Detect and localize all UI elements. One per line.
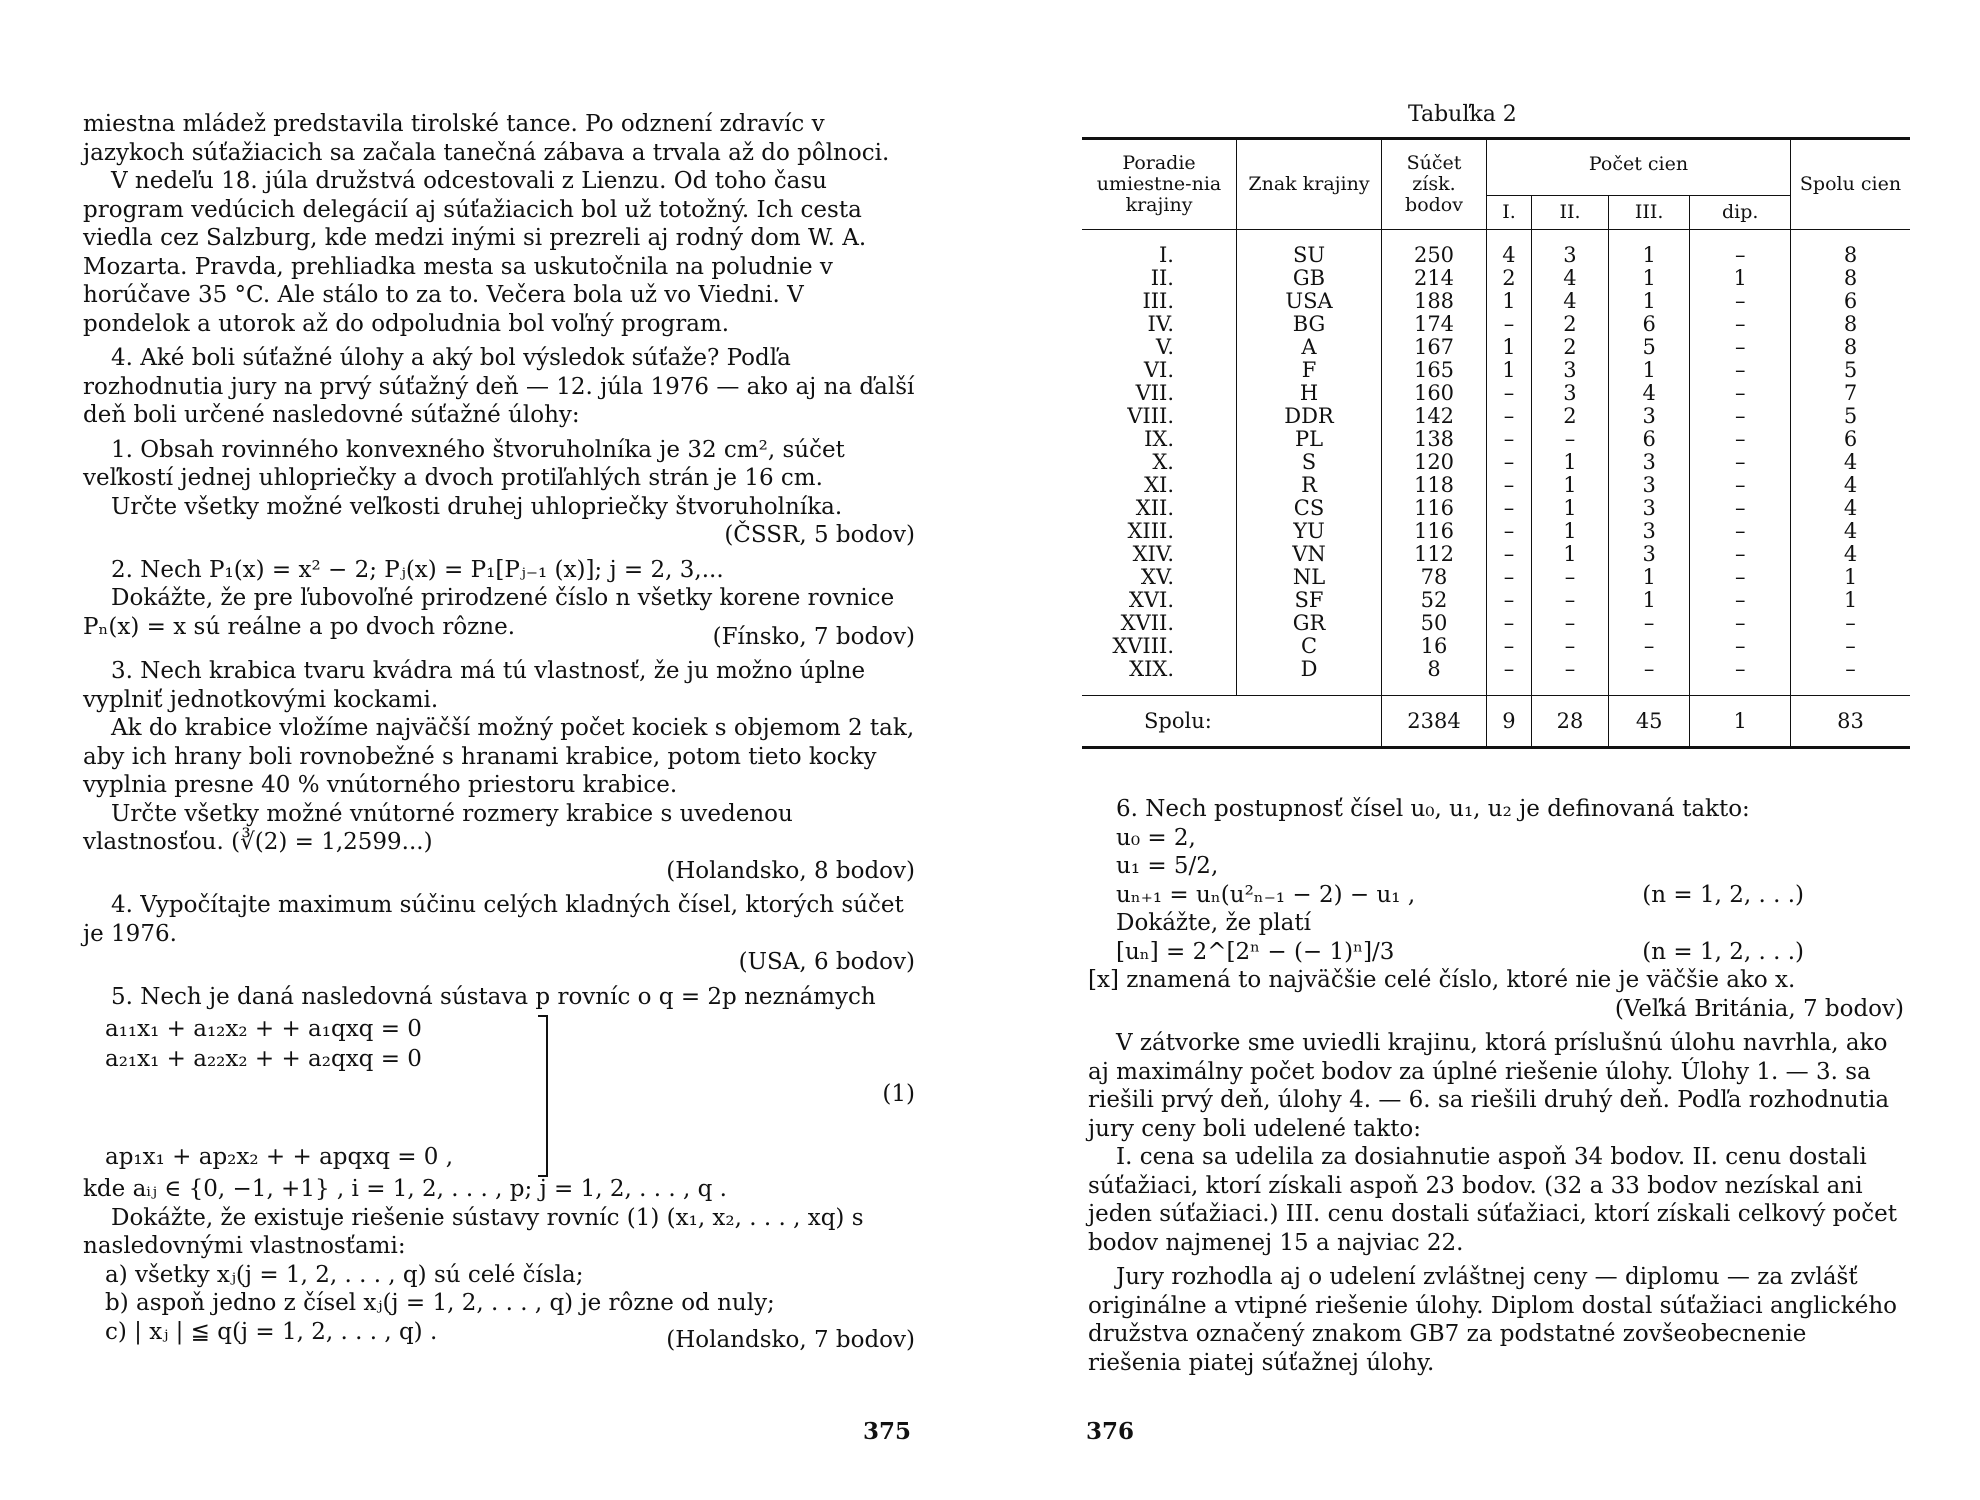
cell-total: 1: [1791, 589, 1911, 612]
cell-points: 174: [1382, 313, 1487, 336]
summary-total: 83: [1791, 696, 1911, 747]
cell-code: SU: [1237, 244, 1382, 267]
cell-prize-1: –: [1487, 451, 1532, 474]
cell-points: 50: [1382, 612, 1487, 635]
problem-5-statement: 5. Nech je daná nasledovná sústava p rovníc o q = 2p neznámych: [111, 983, 876, 1010]
problem-3-source: (Holandsko, 8 bodov): [666, 857, 915, 884]
cell-prize-2: –: [1531, 428, 1608, 451]
cell-total: 8: [1791, 313, 1911, 336]
header-code: Znak krajiny: [1237, 140, 1382, 230]
cell-total: –: [1791, 612, 1911, 635]
cell-prize-2: 1: [1531, 520, 1608, 543]
cell-total: 5: [1791, 359, 1911, 382]
cell-code: YU: [1237, 520, 1382, 543]
cell-diploma: –: [1690, 382, 1791, 405]
cell-prize-1: –: [1487, 589, 1532, 612]
problem-5-task: Dokážte, že existuje riešenie sústavy rovníc (1) (x₁, x₂, . . . , xq) s nasledovnými vlastnosťami:: [83, 1204, 864, 1259]
left-text-column: [83, 110, 915, 1354]
cell-prize-2: –: [1531, 635, 1608, 658]
problem-1-statement: 1. Obsah rovinného konvexného štvoruholníka je 32 cm², súčet veľkostí jednej uhlopriečky a dvoch protiľahlých strán je 16 cm.: [83, 436, 845, 491]
summary-points: 2384: [1382, 696, 1487, 747]
cell-prize-2: 2: [1531, 405, 1608, 428]
cell-prize-2: –: [1531, 566, 1608, 589]
table-row: [1082, 290, 1910, 313]
cell-total: 6: [1791, 290, 1911, 313]
problem-6-range-1: (n = 1, 2, . . .): [1642, 881, 1804, 908]
cell-diploma: –: [1690, 566, 1791, 589]
problem-4-statement: 4. Vypočítajte maximum súčinu celých kladných čísel, ktorých súčet je 1976.: [83, 892, 904, 947]
cell-prize-1: –: [1487, 612, 1532, 635]
cell-prize-2: 4: [1531, 290, 1608, 313]
header-rank: Poradie umiestne-nia krajiny: [1082, 140, 1237, 230]
cell-code: C: [1237, 635, 1382, 658]
header-diploma: dip.: [1690, 196, 1791, 230]
cell-prize-1: 2: [1487, 267, 1532, 290]
cell-total: 4: [1791, 520, 1911, 543]
cell-prize-2: 1: [1531, 451, 1608, 474]
problem-1: [83, 436, 915, 550]
cell-points: 16: [1382, 635, 1487, 658]
cell-prize-1: 1: [1487, 336, 1532, 359]
cell-rank: XVI.: [1128, 588, 1174, 612]
problem-5-options: [83, 1261, 915, 1355]
cell-code: F: [1237, 359, 1382, 382]
intro-paragraph: miestna mládež predstavila tirolské tance. Po odznení zdravíc v jazykoch súťažiacich sa začala tanečná zábava a trvala až do pôlnoci.: [83, 111, 890, 166]
table-row: [1082, 359, 1910, 382]
cell-prize-1: –: [1487, 405, 1532, 428]
cell-diploma: –: [1690, 474, 1791, 497]
cell-prize-3: 3: [1608, 474, 1689, 497]
problem-6-note: [x] znamená to najväčšie celé číslo, ktoré nie je väčšie ako x.: [1088, 967, 1796, 993]
problem-2-task-cont: Pₙ(x) = x sú reálne a po dvoch rôzne.: [83, 613, 516, 640]
cell-diploma: –: [1690, 612, 1791, 635]
table-row: [1082, 612, 1910, 635]
cell-points: 8: [1382, 658, 1487, 681]
cell-points: 142: [1382, 405, 1487, 428]
cell-prize-2: 1: [1531, 543, 1608, 566]
table-row: [1082, 244, 1910, 267]
table-row: [1082, 267, 1910, 290]
equation-row-1: a₁₁x₁ + a₁₂x₂ + + a₁qxq = 0: [105, 1016, 422, 1042]
cell-total: –: [1791, 658, 1911, 681]
cell-code: PL: [1237, 428, 1382, 451]
cell-rank: XIX.: [1129, 657, 1174, 681]
cell-code: VN: [1237, 543, 1382, 566]
cell-code: BG: [1237, 313, 1382, 336]
table-row: [1082, 474, 1910, 497]
cell-prize-3: 4: [1608, 382, 1689, 405]
cell-prize-1: 4: [1487, 244, 1532, 267]
cell-code: GR: [1237, 612, 1382, 635]
table-row: [1082, 520, 1910, 543]
table-caption: Tabuľka 2: [1408, 102, 1517, 127]
cell-prize-3: –: [1608, 612, 1689, 635]
option-c: c) | xⱼ | ≦ q(j = 1, 2, . . . , q) .: [105, 1318, 438, 1345]
summary-prize-3: 45: [1608, 696, 1689, 747]
table-row: [1082, 405, 1910, 428]
cell-prize-2: –: [1531, 612, 1608, 635]
cell-diploma: –: [1690, 658, 1791, 681]
cell-points: 214: [1382, 267, 1487, 290]
right-text-column: [1088, 795, 1904, 1377]
page-number: 376: [1086, 1418, 1135, 1445]
cell-prize-1: 1: [1487, 359, 1532, 382]
equation-number: (1): [882, 1081, 915, 1107]
cell-prize-2: 1: [1531, 497, 1608, 520]
equation-row-p: ap₁x₁ + ap₂x₂ + + apqxq = 0 ,: [105, 1144, 454, 1170]
cell-code: GB: [1237, 267, 1382, 290]
cell-prize-2: 3: [1531, 382, 1608, 405]
summary-diploma: 1: [1690, 696, 1791, 747]
cell-points: 138: [1382, 428, 1487, 451]
table-row: [1082, 428, 1910, 451]
cell-points: 78: [1382, 566, 1487, 589]
cell-prize-3: 1: [1608, 244, 1689, 267]
cell-prize-2: 2: [1531, 313, 1608, 336]
cell-points: 52: [1382, 589, 1487, 612]
cell-diploma: –: [1690, 428, 1791, 451]
cell-diploma: –: [1690, 543, 1791, 566]
header-total: Spolu cien: [1791, 140, 1911, 230]
cell-points: 116: [1382, 520, 1487, 543]
cell-total: 6: [1791, 428, 1911, 451]
table-row: [1082, 566, 1910, 589]
summary-label: Spolu:: [1144, 709, 1212, 733]
cell-diploma: –: [1690, 359, 1791, 382]
header-prize-1: I.: [1487, 196, 1532, 230]
table-body: [1082, 230, 1910, 682]
cell-prize-1: –: [1487, 313, 1532, 336]
cell-points: 160: [1382, 382, 1487, 405]
table-row: [1082, 497, 1910, 520]
cell-total: 5: [1791, 405, 1911, 428]
option-a: a) všetky xⱼ(j = 1, 2, . . . , q) sú celé čísla;: [105, 1261, 584, 1288]
cell-code: NL: [1237, 566, 1382, 589]
cell-points: 188: [1382, 290, 1487, 313]
cell-rank: XVII.: [1120, 611, 1174, 635]
cell-prize-3: 5: [1608, 336, 1689, 359]
cell-total: 4: [1791, 451, 1911, 474]
problem-6: [1088, 795, 1904, 1023]
header-prizes: Počet cien: [1487, 140, 1791, 196]
cell-diploma: –: [1690, 244, 1791, 267]
cell-points: 167: [1382, 336, 1487, 359]
section-4-paragraph: 4. Aké boli súťažné úlohy a aký bol výsledok súťaže? Podľa rozhodnutia jury na prvý súťažný deň — 12. júla 1976 — ako aj na ďalší deň boli určené nasledovné súťažné úlohy:: [83, 345, 915, 428]
cell-points: 120: [1382, 451, 1487, 474]
problem-6-source: (Veľká Británia, 7 bodov): [1614, 995, 1904, 1022]
cell-total: 8: [1791, 244, 1911, 267]
cell-prize-3: 1: [1608, 589, 1689, 612]
cell-diploma: –: [1690, 405, 1791, 428]
problem-6-recurrence: uₙ₊₁ = uₙ(u²ₙ₋₁ − 2) − u₁ ,: [1116, 881, 1416, 908]
table-row: [1082, 451, 1910, 474]
cell-prize-3: 3: [1608, 497, 1689, 520]
cell-rank: XI.: [1144, 473, 1174, 497]
equation-system: [83, 1015, 915, 1175]
problem-6-u0: u₀ = 2,: [1116, 824, 1196, 851]
cell-points: 112: [1382, 543, 1487, 566]
cell-rank: XIII.: [1127, 519, 1174, 543]
awards-paragraph-3: Jury rozhodla aj o udelení zvláštnej ceny — diplomu — za zvlášť originálne a vtipné riešenie úlohy. Diplom dostal súťažiaci anglického družstva označený znakom GB7 za podstatné zovšeobecnenie riešenia piatej súťažnej úlohy.: [1088, 1264, 1898, 1376]
page-number: 375: [863, 1418, 912, 1445]
cell-total: –: [1791, 635, 1911, 658]
cell-rank: X.: [1152, 450, 1174, 474]
cell-diploma: 1: [1690, 267, 1791, 290]
cell-diploma: –: [1690, 313, 1791, 336]
cell-prize-2: –: [1531, 589, 1608, 612]
problem-2-task: Dokážte, že pre ľubovoľné prirodzené číslo n všetky korene rovnice: [111, 585, 895, 611]
header-points: Súčet získ. bodov: [1382, 140, 1487, 230]
cell-diploma: –: [1690, 451, 1791, 474]
summary-prize-1: 9: [1487, 696, 1532, 747]
cell-points: 165: [1382, 359, 1487, 382]
cell-prize-1: –: [1487, 635, 1532, 658]
cell-prize-1: –: [1487, 566, 1532, 589]
problem-2: [83, 556, 915, 652]
problem-2-source: (Fínsko, 7 bodov): [712, 623, 915, 650]
problem-5-domain: kde aᵢⱼ ∈ {0, −1, +1} , i = 1, 2, . . . , p; j = 1, 2, . . . , q .: [83, 1176, 727, 1202]
cell-prize-3: 3: [1608, 405, 1689, 428]
travel-paragraph: V nedeľu 18. júla družstvá odcestovali z Lienzu. Od toho času program vedúcich delegácií aj súťažiacich bol už totožný. Ich cesta viedla cez Salzburg, kde medzi inými si prezreli aj rodný dom W. A. Mozarta. Pravda, prehliadka mesta sa uskutočnila na poludnie v horúčave 35 °C. Ale stálo to za to. Večera bola už vo Viedni. V pondelok a utorok až do odpoludnia bol voľný program.: [83, 168, 867, 337]
problem-6-task: Dokážte, že platí: [1116, 910, 1311, 936]
problem-3-task: Určte všetky možné vnútorné rozmery krabice s uvedenou vlastnosťou. (∛(2) = 1,2599...): [83, 800, 793, 855]
table-row: [1082, 336, 1910, 359]
table-row: [1082, 313, 1910, 336]
problem-5: [83, 983, 915, 1355]
cell-prize-3: 3: [1608, 451, 1689, 474]
cell-rank: I.: [1159, 243, 1174, 267]
cell-rank: VIII.: [1127, 404, 1174, 428]
cell-points: 118: [1382, 474, 1487, 497]
cell-rank: XII.: [1135, 496, 1174, 520]
cell-prize-2: 2: [1531, 336, 1608, 359]
cell-diploma: –: [1690, 589, 1791, 612]
cell-prize-3: 1: [1608, 566, 1689, 589]
header-prize-2: II.: [1531, 196, 1608, 230]
awards-paragraph-1: V zátvorke sme uviedli krajinu, ktorá príslušnú úlohu navrhla, ako aj maximálny počet bodov za úplné riešenie úlohy. Úlohy 1. — 3. sa riešili prvý deň, úlohy 4. — 6. sa riešili druhý deň. Podľa rozhodnutia jury ceny boli udelené takto:: [1088, 1030, 1890, 1142]
cell-code: R: [1237, 474, 1382, 497]
cell-diploma: –: [1690, 520, 1791, 543]
cell-code: S: [1237, 451, 1382, 474]
option-b: b) aspoň jedno z čísel xⱼ(j = 1, 2, . . . , q) je rôzne od nuly;: [105, 1290, 775, 1316]
cell-total: 8: [1791, 336, 1911, 359]
cell-total: 8: [1791, 267, 1911, 290]
cell-diploma: –: [1690, 497, 1791, 520]
summary-prize-2: 28: [1531, 696, 1608, 747]
cell-code: SF: [1237, 589, 1382, 612]
problem-6-statement: 6. Nech postupnosť čísel u₀, u₁, u₂ je definovaná takto:: [1116, 796, 1750, 822]
cell-prize-1: –: [1487, 497, 1532, 520]
cell-rank: VII.: [1135, 381, 1174, 405]
table-row: [1082, 382, 1910, 405]
cell-prize-2: 3: [1531, 359, 1608, 382]
problem-5-source: (Holandsko, 7 bodov): [666, 1326, 915, 1353]
cell-prize-3: 1: [1608, 267, 1689, 290]
cell-code: D: [1237, 658, 1382, 681]
right-brace: [538, 1015, 548, 1177]
cell-code: DDR: [1237, 405, 1382, 428]
cell-total: 1: [1791, 566, 1911, 589]
cell-prize-3: –: [1608, 658, 1689, 681]
cell-prize-3: 6: [1608, 428, 1689, 451]
cell-prize-3: –: [1608, 635, 1689, 658]
cell-prize-3: 1: [1608, 290, 1689, 313]
cell-total: 4: [1791, 497, 1911, 520]
table-row: [1082, 589, 1910, 612]
problem-4: [83, 891, 915, 977]
cell-prize-1: –: [1487, 520, 1532, 543]
cell-prize-2: 4: [1531, 267, 1608, 290]
problem-2-statement: 2. Nech P₁(x) = x² − 2; Pⱼ(x) = P₁[Pⱼ₋₁ (x)]; j = 2, 3,...: [111, 556, 724, 583]
problem-3-condition: Ak do krabice vložíme najväčší možný počet kociek s objemom 2 tak, aby ich hrany boli rovnobežné s hranami krabice, potom tieto kocky vyplnia presne 40 % vnútorného priestoru krabice.: [83, 715, 915, 798]
cell-prize-1: –: [1487, 543, 1532, 566]
cell-total: 7: [1791, 382, 1911, 405]
awards-paragraph-2: I. cena sa udelila za dosiahnutie aspoň 34 bodov. II. cenu dostali súťažiaci, ktorí získali aspoň 23 bodov. (32 a 33 bodov nezískal ani jeden súťažiaci.) III. cenu dostali súťažiaci, ktorí získali celkový počet bodov najmenej 15 a najviac 22.: [1088, 1144, 1897, 1256]
cell-rank: III.: [1142, 289, 1174, 313]
cell-rank: VI.: [1143, 358, 1174, 382]
cell-prize-1: –: [1487, 428, 1532, 451]
cell-rank: V.: [1155, 335, 1174, 359]
cell-prize-1: –: [1487, 382, 1532, 405]
summary-row: [1082, 696, 1910, 747]
cell-diploma: –: [1690, 336, 1791, 359]
cell-prize-3: 3: [1608, 520, 1689, 543]
problem-3: [83, 657, 915, 885]
cell-prize-1: 1: [1487, 290, 1532, 313]
results-table: [1082, 137, 1910, 749]
cell-prize-2: 3: [1531, 244, 1608, 267]
cell-prize-2: –: [1531, 658, 1608, 681]
cell-rank: XV.: [1140, 565, 1174, 589]
table-row: [1082, 635, 1910, 658]
equation-row-2: a₂₁x₁ + a₂₂x₂ + + a₂qxq = 0: [105, 1046, 422, 1072]
table-row: [1082, 543, 1910, 566]
problem-6-range-2: (n = 1, 2, . . .): [1642, 938, 1804, 965]
header-prize-3: III.: [1608, 196, 1689, 230]
cell-rank: IX.: [1144, 427, 1174, 451]
cell-prize-3: 6: [1608, 313, 1689, 336]
cell-code: USA: [1237, 290, 1382, 313]
problem-1-task: Určte všetky možné veľkosti druhej uhlopriečky štvoruholníka.: [111, 493, 843, 520]
cell-points: 250: [1382, 244, 1487, 267]
cell-total: 4: [1791, 474, 1911, 497]
table-row: [1082, 658, 1910, 681]
cell-total: 4: [1791, 543, 1911, 566]
problem-6-u1: u₁ = 5/2,: [1116, 853, 1219, 879]
cell-prize-3: 1: [1608, 359, 1689, 382]
problem-4-source: (USA, 6 bodov): [738, 949, 915, 975]
problem-1-source: (ČSSR, 5 bodov): [724, 522, 915, 548]
cell-points: 116: [1382, 497, 1487, 520]
cell-diploma: –: [1690, 635, 1791, 658]
problem-3-statement: 3. Nech krabica tvaru kvádra má tú vlastnosť, že ju možno úplne vyplniť jednotkovými kockami.: [83, 658, 866, 713]
cell-rank: IV.: [1147, 312, 1174, 336]
cell-prize-3: 3: [1608, 543, 1689, 566]
cell-prize-1: –: [1487, 658, 1532, 681]
cell-rank: XIV.: [1132, 542, 1174, 566]
cell-prize-2: 1: [1531, 474, 1608, 497]
cell-rank: II.: [1150, 266, 1174, 290]
cell-prize-1: –: [1487, 474, 1532, 497]
cell-diploma: –: [1690, 290, 1791, 313]
cell-code: A: [1237, 336, 1382, 359]
cell-code: CS: [1237, 497, 1382, 520]
right-page: [990, 0, 1980, 1500]
cell-rank: XVIII.: [1112, 634, 1174, 658]
problem-6-claim: [uₙ] = 2^[2ⁿ − (− 1)ⁿ]/3: [1116, 938, 1395, 965]
cell-code: H: [1237, 382, 1382, 405]
